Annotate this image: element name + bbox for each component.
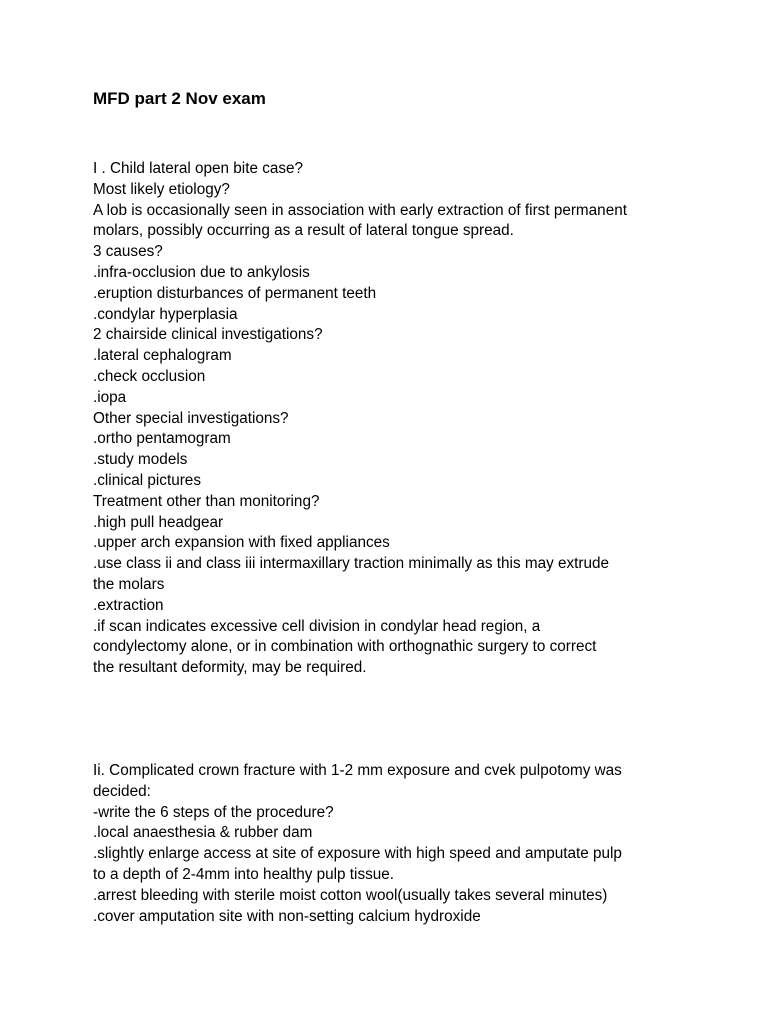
answer-line: .check occlusion [93,367,206,385]
answer-line: .lateral cephalogram [93,347,232,365]
answer-line: .study models [93,451,188,469]
answer-line: .if scan indicates excessive cell division in condylar head region, a [93,617,541,635]
question-heading: Ii. Complicated crown fracture with 1-2 mm exposure and cvek pulpotomy was [93,762,622,779]
answer-line: .iopa [93,388,127,406]
answer-line: .high pull headgear [93,513,224,531]
question-line: Other special investigations? [93,409,289,427]
answer-line: .local anaesthesia & rubber dam [93,824,313,842]
answer-line: .condylar hyperplasia [93,305,238,323]
answer-line: .infra-occlusion due to ankylosis [93,263,310,281]
answer-line: .ortho pentamogram [93,430,231,448]
answer-line: .use class ii and class iii intermaxillary traction minimally as this may extrude [93,555,610,573]
answer-line: .extraction [93,596,164,614]
answer-line: the molars [93,575,165,593]
question-line: 3 causes? [93,243,163,261]
answer-line: molars, possibly occurring as a result of lateral tongue spread. [93,222,514,240]
question-line: Most likely etiology? [93,180,230,198]
document-title: MFD part 2 Nov exam [93,89,266,108]
answer-line: A lob is occasionally seen in association with early extraction of first permanent [93,201,627,219]
section-lateral-open-bite [93,159,693,679]
question-line: -write the 6 steps of the procedure? [93,803,334,821]
question-line: Treatment other than monitoring? [93,492,320,510]
section-crown-fracture [93,761,693,927]
answer-line: .arrest bleeding with sterile moist cotton wool(usually takes several minutes) [93,886,608,904]
answer-line: the resultant deformity, may be required. [93,659,367,677]
answer-line: .eruption disturbances of permanent teeth [93,284,377,302]
question-line: 2 chairside clinical investigations? [93,326,323,344]
question-heading: I . Child lateral open bite case? [93,160,304,177]
answer-line: condylectomy alone, or in combination with orthognathic surgery to correct [93,638,597,656]
answer-line: .clinical pictures [93,471,201,489]
answer-line: .upper arch expansion with fixed appliances [93,534,390,552]
question-heading: decided: [93,782,151,800]
answer-line: .cover amputation site with non-setting calcium hydroxide [93,907,481,925]
answer-line: to a depth of 2-4mm into healthy pulp tissue. [93,865,395,883]
answer-line: .slightly enlarge access at site of exposure with high speed and amputate pulp [93,845,622,863]
